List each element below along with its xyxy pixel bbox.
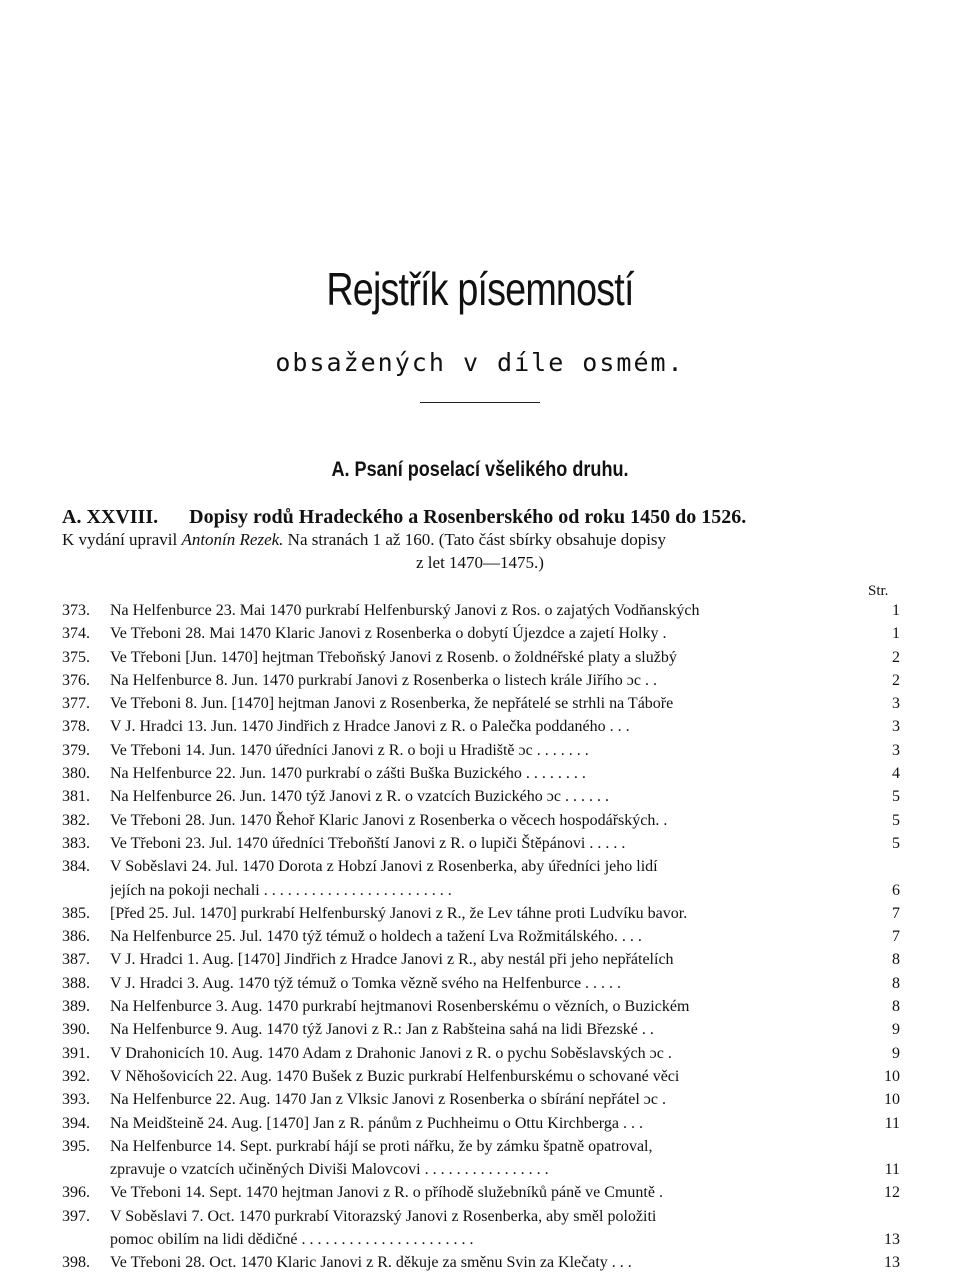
entry-number: 390. [62,1021,90,1039]
entry-page: 5 [892,788,900,806]
index-entry [62,1112,900,1135]
entry-number: 376. [62,671,90,689]
entry-page: 2 [892,671,900,689]
entry-number: 395. [62,1137,90,1155]
entry-text: V J. Hradci 13. Jun. 1470 Jindřich z Hradce Janovi z R. o Palečka poddaného . . . [110,718,630,736]
entry-number: 394. [62,1114,90,1132]
group-title: Dopisy rodů Hradeckého a Rosenberského od roku 1450 do 1526. [189,506,747,528]
entry-line [62,1228,900,1251]
entry-number: 391. [62,1044,90,1062]
index-entry [62,622,900,645]
entry-number: 380. [62,765,90,783]
entry-text: Na Helfenburce 23. Mai 1470 purkrabí Helfenburský Janovi z Ros. o zajatých Vodňanských [110,602,700,619]
page-column-label: Str. [868,583,889,599]
entry-line [62,809,900,832]
entry-number: 384. [62,858,90,876]
entry-page: 10 [884,1067,900,1085]
entry-number: 373. [62,602,90,619]
entry-number: 398. [62,1254,90,1272]
entry-page: 6 [892,881,900,899]
index-entry [62,809,900,832]
entry-page: 11 [884,1161,900,1179]
entry-text: pomoc obilím na lidi dědičné . . . . . . . . . . . . . . . . . . . . . . [110,1231,474,1249]
entry-line [62,1205,900,1228]
entry-number: 374. [62,625,90,643]
entry-text: Na Helfenburce 26. Jun. 1470 týž Janovi z R. o vzatcích Buzického ɔc . . . . . . [110,788,609,806]
entry-line [62,646,900,669]
page-subtitle: obsažených v díle osmém. [275,348,685,377]
entry-line [62,1065,900,1088]
entry-text: V J. Hradci 1. Aug. [1470] Jindřich z Hradce Janovi z R., aby nestál při jeho nepřátelích [110,951,674,969]
entry-page: 4 [892,765,900,783]
entry-text: Na Meidšteině 24. Aug. [1470] Jan z R. pánům z Puchheimu o Ottu Kirchberga . . . [110,1114,643,1132]
entry-text: Ve Třeboni 14. Sept. 1470 hejtman Janovi z R. o příhodě služebníků páně ve Cmuntě . [110,1184,663,1202]
entry-text: V Soběslavi 24. Jul. 1470 Dorota z Hobzí Janovi z Rosenberka, aby úředníci jeho lidí [110,858,658,876]
index-entry [62,855,900,902]
entry-line [62,832,900,855]
entry-number: 388. [62,974,90,992]
entry-line [62,739,900,762]
entry-text: Ve Třeboni [Jun. 1470] hejtman Třeboňský Janovi z Rosenb. o žoldnéřské platy a službý [110,648,677,666]
entry-number: 397. [62,1207,90,1225]
index-entry [62,715,900,738]
divider-rule [420,402,540,403]
entry-page: 1 [892,625,900,643]
index-entry [62,1205,900,1252]
index-entry [62,948,900,971]
entry-line [62,1181,900,1204]
entry-text: Na Helfenburce 3. Aug. 1470 purkrabí hejtmanovi Rosenberskému o vězních, o Buzickém [110,998,690,1016]
index-entry [62,902,900,925]
entry-line [62,1088,900,1111]
entry-page: 9 [892,1021,900,1039]
entry-page: 9 [892,1044,900,1062]
entry-line [62,1135,900,1158]
entry-text: V J. Hradci 3. Aug. 1470 týž témuž o Tomka vězně svého na Helfenburce . . . . . [110,974,622,992]
index-entry [62,1251,900,1274]
entry-page: 11 [884,1114,900,1132]
entry-number: 379. [62,741,90,759]
index-entry [62,1018,900,1041]
entry-page: 3 [892,718,900,736]
entry-page: 7 [892,928,900,946]
entry-line [62,995,900,1018]
entry-page: 5 [892,834,900,852]
entry-number: 387. [62,951,90,969]
index-entry [62,1065,900,1088]
entry-text: V Soběslavi 7. Oct. 1470 purkrabí Vitorazský Janovi z Rosenberka, aby směl položiti [110,1207,657,1225]
entry-text: zpravuje o vzatcích učiněných Diviši Malovcovi . . . . . . . . . . . . . . . . [110,1161,549,1179]
index-entry [62,599,900,622]
entry-line [62,692,900,715]
index-entry [62,832,900,855]
entry-line [62,762,900,785]
entry-page: 1 [892,602,900,619]
index-entry [62,995,900,1018]
entry-line [62,972,900,995]
entry-page: 10 [884,1091,900,1109]
entry-number: 392. [62,1067,90,1085]
entry-line [62,1018,900,1041]
entry-line [62,622,900,645]
section-heading: A. Psaní poselací všelikého druhu. [331,458,629,481]
group-note-line2: z let 1470—1475.) [416,553,544,572]
entry-line [62,715,900,738]
entry-line [62,1251,900,1274]
index-entry [62,785,900,808]
entry-text: Ve Třeboni 8. Jun. [1470] hejtman Janovi z Rosenberka, že nepřátelé se strhli na Táboře [110,695,674,713]
index-entry [62,762,900,785]
entry-line [62,948,900,971]
entry-line [62,879,900,902]
entry-text: Na Helfenburce 22. Aug. 1470 Jan z Vlksic Janovi z Rosenberka o sbírání nepřátel ɔc . [110,1091,666,1109]
entry-page: 5 [892,811,900,829]
entry-text: Na Helfenburce 14. Sept. purkrabí hájí se proti nářku, že by zámku špatně opatroval, [110,1137,653,1155]
group-note [62,530,898,550]
entry-page: 3 [892,695,900,713]
entry-line [62,669,900,692]
entry-number: 385. [62,904,90,922]
entry-number: 381. [62,788,90,806]
entry-line [62,1042,900,1065]
group-editor: Antonín Rezek. [181,530,284,549]
group-note-suffix: Na stranách 1 až 160. (Tato část sbírky obsahuje dopisy [287,530,667,549]
entry-text: Ve Třeboni 28. Jun. 1470 Řehoř Klaric Janovi z Rosenberka o věcech hospodářských. . [110,811,668,829]
entry-number: 396. [62,1184,90,1202]
index-entry [62,925,900,948]
entry-number: 378. [62,718,90,736]
entry-list [62,599,900,1275]
entry-line [62,1112,900,1135]
entry-number: 383. [62,834,90,852]
entry-text: Ve Třeboni 28. Mai 1470 Klaric Janovi z Rosenberka o dobytí Újezdce a zajetí Holky . [110,625,667,643]
entry-text: Ve Třeboni 14. Jun. 1470 úředníci Janovi z R. o boji u Hradiště ɔc . . . . . . . [110,741,589,759]
entry-text: V Něhošovicích 22. Aug. 1470 Bušek z Buzic purkrabí Helfenburskému o schované věci [110,1067,680,1085]
entry-line [62,785,900,808]
page-title: Rejstřík písemností [326,263,634,315]
entry-page: 7 [892,904,900,922]
entry-text: Ve Třeboni 23. Jul. 1470 úředníci Třeboňští Janovi z R. o lupiči Štěpánovi . . . . . [110,834,626,852]
entry-page: 13 [884,1254,900,1272]
index-entry [62,646,900,669]
entry-text: Na Helfenburce 9. Aug. 1470 týž Janovi z R.: Jan z Rabšteina sahá na lidi Březské . . [110,1021,654,1039]
index-entry [62,692,900,715]
entry-text: Ve Třeboni 28. Oct. 1470 Klaric Janovi z R. děkuje za směnu Svin za Klečaty . . . [110,1254,632,1272]
entry-page: 12 [884,1184,900,1202]
entry-line [62,1158,900,1181]
entry-text: jejích na pokoji nechali . . . . . . . . . . . . . . . . . . . . . . . . [110,881,452,899]
entry-number: 389. [62,998,90,1016]
entry-number: 382. [62,811,90,829]
entry-page: 8 [892,951,900,969]
entry-text: Na Helfenburce 25. Jul. 1470 týž témuž o holdech a tažení Lva Rožmitálského. . . . [110,928,642,946]
index-entry [62,1042,900,1065]
group-note-prefix: K vydání upravil [62,530,178,549]
entry-text: V Drahonicích 10. Aug. 1470 Adam z Drahonic Janovi z R. o pychu Soběslavských ɔc . [110,1044,672,1062]
entry-text: Na Helfenburce 8. Jun. 1470 purkrabí Janovi z Rosenberka o listech krále Jiřího ɔc . . [110,671,657,689]
entry-number: 386. [62,928,90,946]
entry-page: 2 [892,648,900,666]
entry-text: Na Helfenburce 22. Jun. 1470 purkrabí o zášti Buška Buzického . . . . . . . . [110,765,586,783]
index-entry [62,669,900,692]
entry-line [62,925,900,948]
entry-line [62,599,900,622]
entry-page: 8 [892,974,900,992]
group-heading [62,506,894,529]
entry-number: 375. [62,648,90,666]
entry-text: [Před 25. Jul. 1470] purkrabí Helfenburský Janovi z R., že Lev táhne proti Ludvíku bavor. [110,904,688,922]
entry-page: 13 [884,1231,900,1249]
entry-page: 3 [892,741,900,759]
index-entry [62,1135,900,1182]
index-entry [62,972,900,995]
entry-number: 393. [62,1091,90,1109]
entry-line [62,855,900,878]
index-entry [62,739,900,762]
index-entry [62,1181,900,1204]
entry-page: 8 [892,998,900,1016]
entry-line [62,902,900,925]
index-entry [62,1088,900,1111]
entry-number: 377. [62,695,90,713]
group-code: A. XXVIII. [62,506,159,528]
